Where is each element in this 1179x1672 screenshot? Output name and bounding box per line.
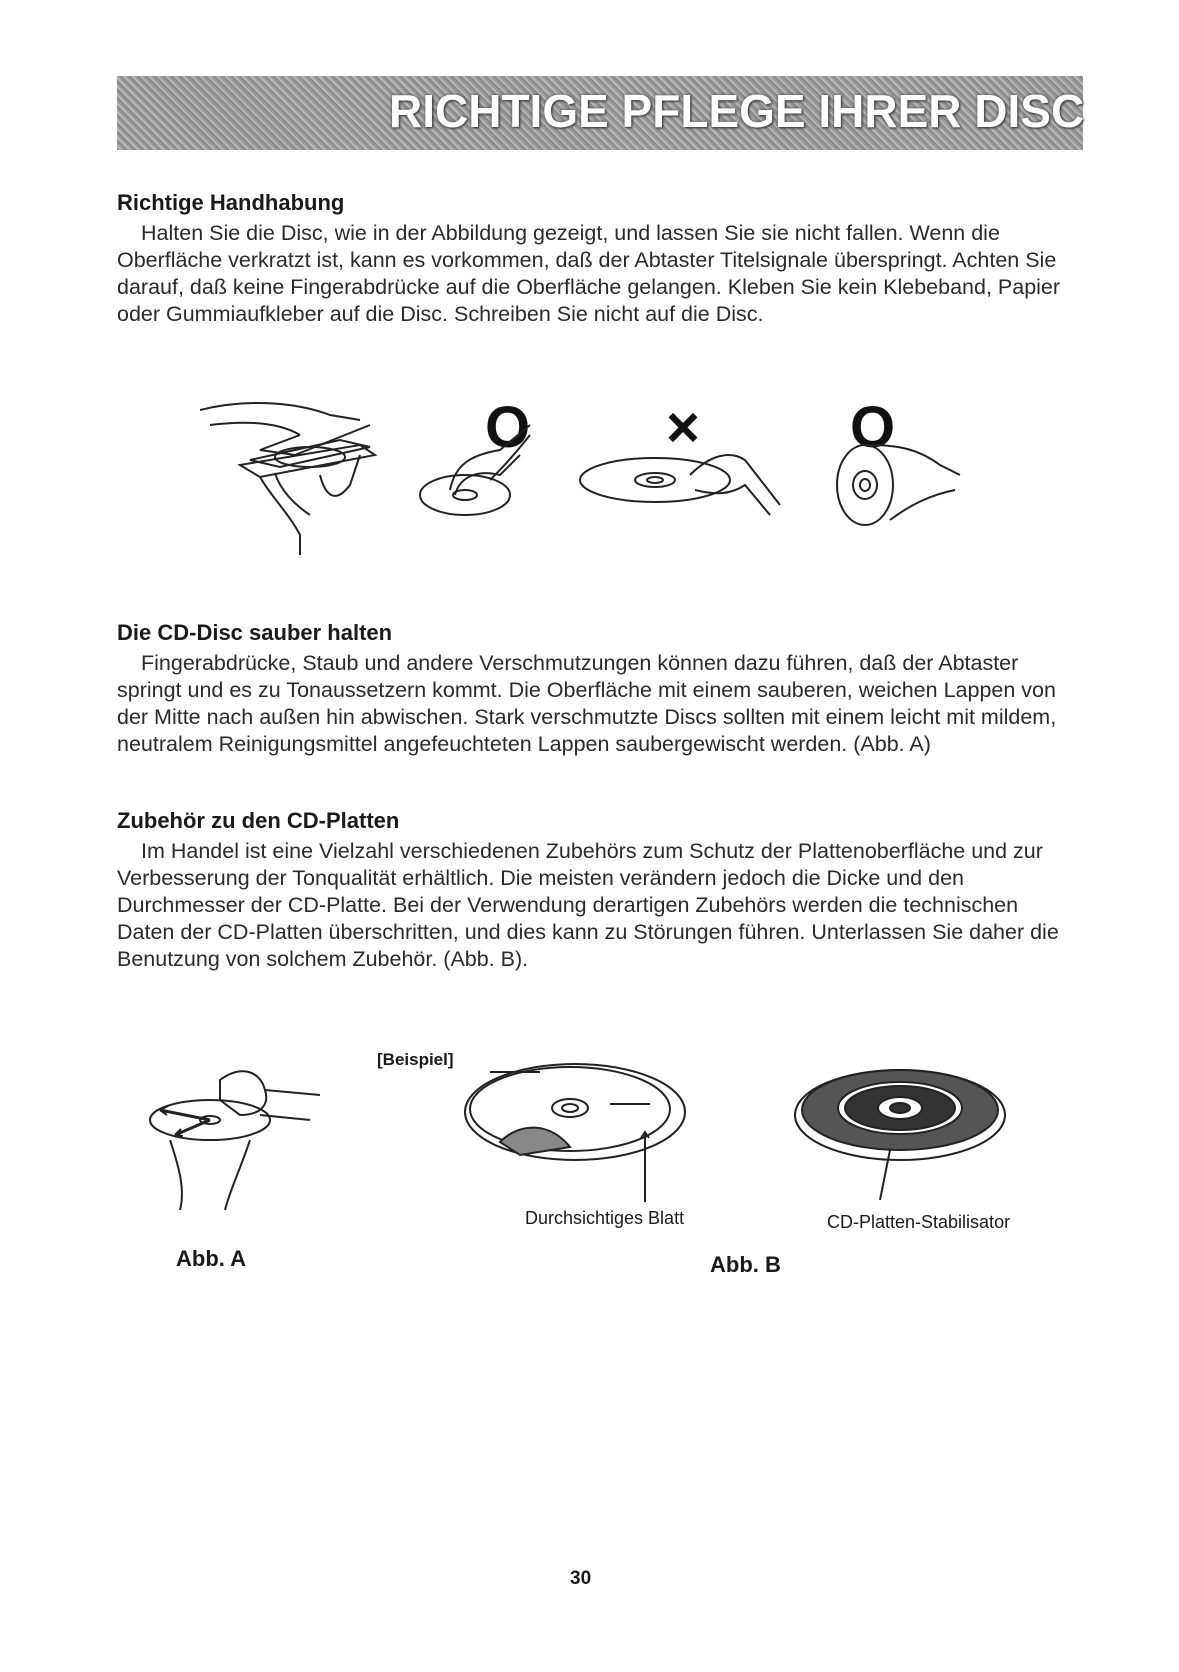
handling-illustration <box>200 395 1060 565</box>
stabilizer-label: CD-Platten-Stabilisator <box>827 1212 1011 1232</box>
hands-with-case-drawing <box>200 403 375 555</box>
disc-stabilizer-drawing <box>790 1050 1020 1200</box>
section-body: Im Handel ist eine Vielzahl verschiedenen Zubehörs zum Schutz der Plattenoberfläche und zur Verbesserung der Tonqualität erhältlich. Die meisten verändern jedoch die Dicke und den Durchmesser der CD-Platte. Bei der Verwendung derartigen Zubehörs werden die technischen Daten der CD-Platten überschritten, und dies kann zu Störungen führen. Unterlassen Sie daher die Benutzung von solchem Zubehör. (Abb. B). <box>117 839 1059 971</box>
page-title: RICHTIGE PFLEGE IHRER DISC <box>389 85 1085 137</box>
hand-holding-disc-center-drawing <box>420 425 530 515</box>
section-heading: Richtige Handhabung <box>117 190 345 215</box>
section-heading: Zubehör zu den CD-Platten <box>117 808 400 833</box>
section-body: Fingerabdrücke, Staub und andere Verschmutzungen können dazu führen, daß der Abtaster springt und es zu Tonaussetzern kommt. Die Oberfläche mit einem sauberen, weichen Lappen von der Mitte nach außen hin abwischen. Stark verschmutzte Discs sollten mit einem leicht mit mildem, neutralem Reinigungsmittel angefeuchteten Lappen saubergewischt werden. (Abb. A) <box>117 651 1057 756</box>
wrong-mark: × <box>666 395 700 460</box>
fig-a-label: Abb. A <box>176 1246 247 1271</box>
example-label: [Beispiel] <box>377 1050 454 1069</box>
section-accessories <box>117 808 1067 973</box>
disc-with-transparent-sheet-drawing <box>460 1052 700 1202</box>
ok-mark-2: O <box>850 395 896 460</box>
transparent-sheet-label: Durchsichtiges Blatt <box>525 1208 685 1228</box>
section-cleaning <box>117 620 1067 758</box>
section-handling <box>117 190 1067 328</box>
page-number: 30 <box>570 1568 592 1589</box>
section-body: Halten Sie die Disc, wie in der Abbildung gezeigt, und lassen Sie sie nicht fallen. Wenn die Oberfläche verkratzt ist, kann es vorkommen, daß der Abtaster Titelsignale überspringt. Achten Sie darauf, daß keine Fingerabdrücke auf die Oberfläche gelangen. Kleben Sie kein Klebeband, Papier oder Gummiaufkleber auf die Disc. Schreiben Sie nicht auf die Disc. <box>117 221 1061 326</box>
fig-a-wiping-drawing <box>140 1060 330 1220</box>
title-banner <box>117 76 1083 150</box>
hand-touching-disc-surface-drawing <box>580 455 780 515</box>
ok-mark-1: O <box>485 395 531 460</box>
fig-b-label: Abb. B <box>710 1252 781 1277</box>
section-heading: Die CD-Disc sauber halten <box>117 620 393 645</box>
